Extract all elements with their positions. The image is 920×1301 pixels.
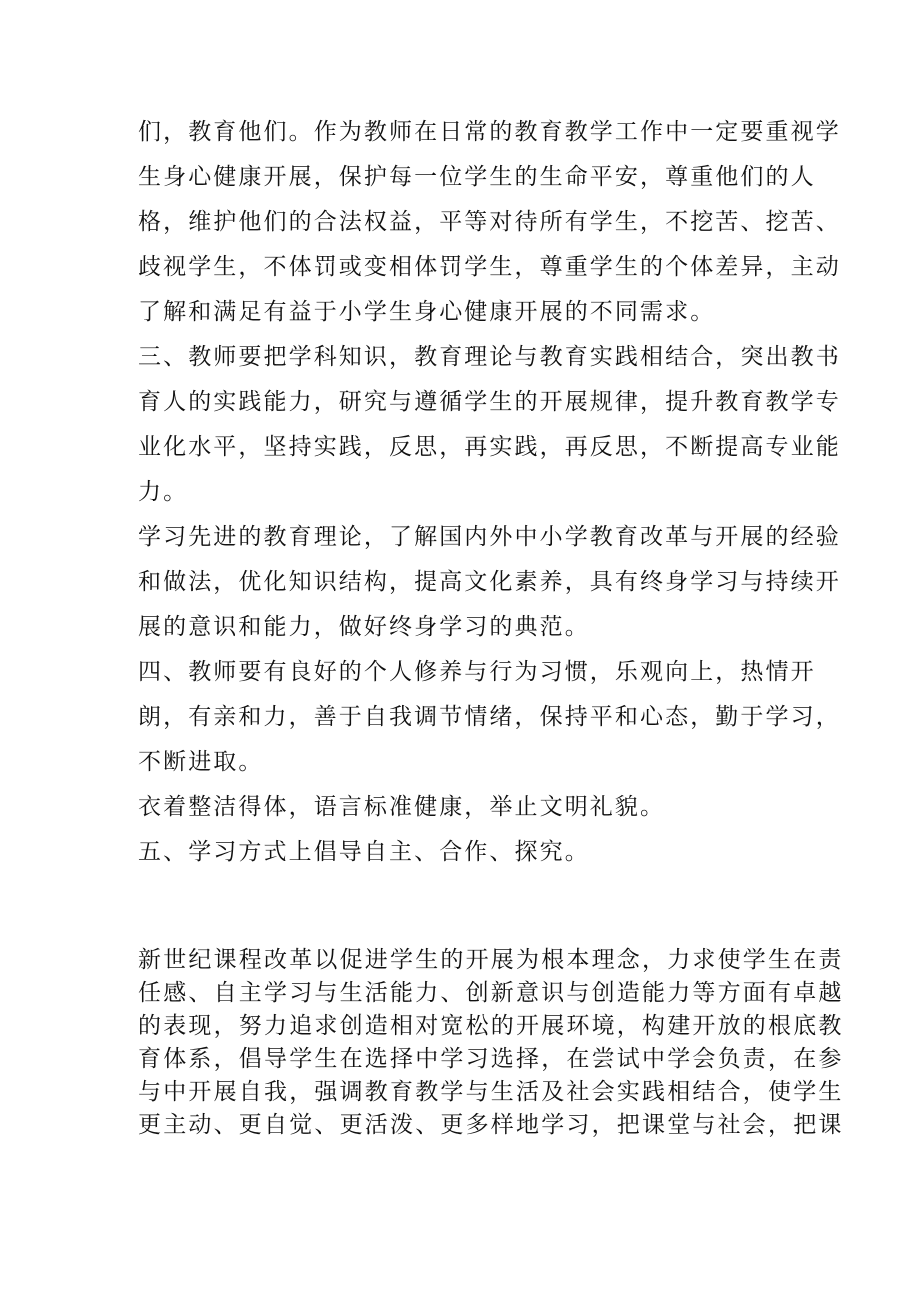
text-line: 衣着整洁得体，语言标准健康，举止文明礼貌。 xyxy=(138,794,666,820)
text-line: 新世纪课程改革以促进学生的开展为根本理念，力求使学生在责 xyxy=(138,947,844,973)
text-line: 了解和满足有益于小学生身心健康开展的不同需求。 xyxy=(138,299,716,325)
text-line: 更主动、更自觉、更活泼、更多样地学习，把课堂与社会，把课 xyxy=(138,1112,844,1138)
text-line: 和做法，优化知识结构，提高文化素养，具有终身学习与持续开 xyxy=(138,569,841,595)
text-line: 三、教师要把学科知识，教育理论与教育实践相结合，突出教书 xyxy=(138,344,841,370)
text-line: 五、学习方式上倡导自主、合作、探究。 xyxy=(138,839,590,865)
text-line: 们，教育他们。作为教师在日常的教育教学工作中一定要重视学 xyxy=(138,119,841,145)
text-line: 的表现，努力追求创造相对宽松的开展环境，构建开放的根底教 xyxy=(138,1013,844,1039)
text-line: 力。 xyxy=(138,479,189,505)
text-line: 学习先进的教育理论，了解国内外中小学教育改革与开展的经验 xyxy=(138,524,841,550)
text-line: 育体系，倡导学生在选择中学习选择，在尝试中学会负责，在参 xyxy=(138,1046,844,1072)
text-line: 任感、自主学习与生活能力、创新意识与创造能力等方面有卓越 xyxy=(138,980,844,1006)
text-line: 朗，有亲和力，善于自我调节情绪，保持平和心态，勤于学习， xyxy=(138,704,841,730)
text-line: 格，维护他们的合法权益，平等对待所有学生，不挖苦、挖苦、 xyxy=(138,209,841,235)
text-line: 业化水平，坚持实践，反思，再实践，再反思，不断提高专业能 xyxy=(138,434,841,460)
text-line: 四、教师要有良好的个人修养与行为习惯，乐观向上，热情开 xyxy=(138,659,816,685)
text-line: 生身心健康开展，保护每一位学生的生命平安，尊重他们的人 xyxy=(138,164,816,190)
text-line: 不断进取。 xyxy=(138,749,264,775)
text-line: 与中开展自我，强调教育教学与生活及社会实践相结合，使学生 xyxy=(138,1079,844,1105)
text-line: 育人的实践能力，研究与遵循学生的开展规律，提升教育教学专 xyxy=(138,389,841,415)
text-line: 歧视学生，不体罚或变相体罚学生，尊重学生的个体差异，主动 xyxy=(138,254,841,280)
text-line: 展的意识和能力，做好终身学习的典范。 xyxy=(138,614,590,640)
